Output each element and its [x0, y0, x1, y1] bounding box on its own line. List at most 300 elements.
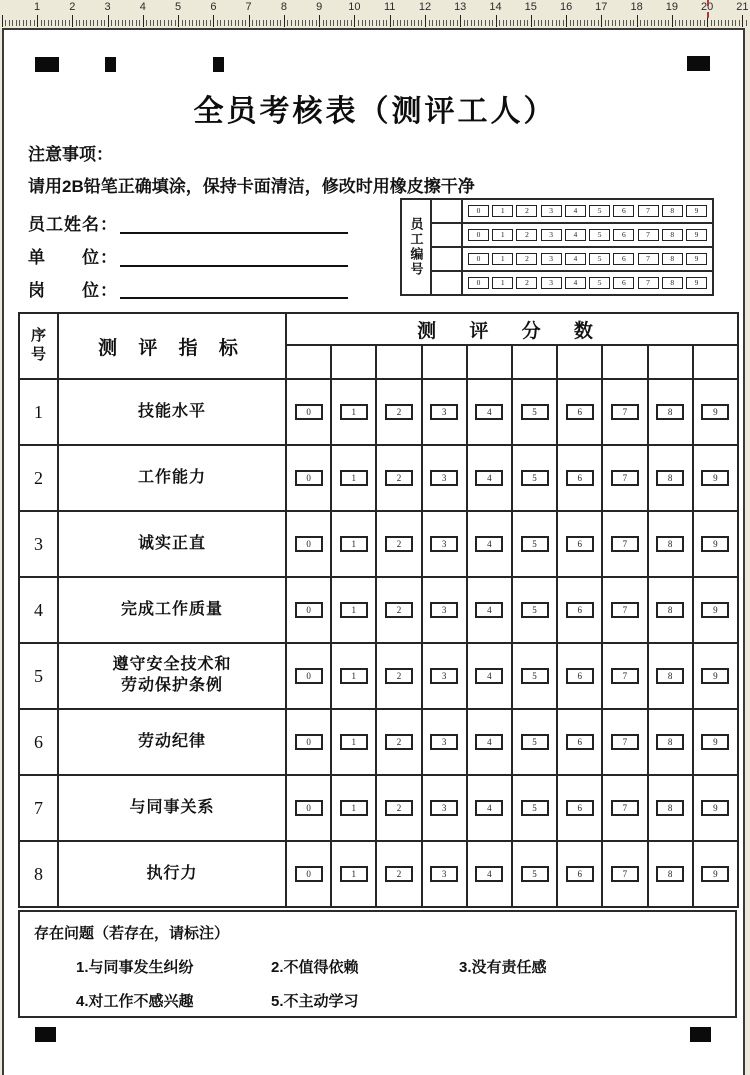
ruler-minor-tick: [668, 20, 669, 26]
id-bubble-8[interactable]: 8: [662, 205, 683, 217]
score-bubble-2[interactable]: 2: [385, 404, 413, 420]
ruler-minor-tick: [457, 20, 458, 26]
score-bubble-6[interactable]: 6: [566, 668, 594, 684]
employee-id-write-cell[interactable]: [431, 247, 462, 271]
ruler-minor-tick: [700, 20, 701, 26]
score-bubble-5[interactable]: 5: [521, 404, 549, 420]
ruler-minor-tick: [30, 20, 31, 26]
score-bubble-6[interactable]: 6: [566, 404, 594, 420]
score-bubble-7[interactable]: 7: [611, 536, 639, 552]
ruler-minor-tick: [277, 20, 278, 26]
indicator-row-6: [19, 709, 738, 775]
score-bubble-9[interactable]: 9: [701, 866, 729, 882]
score-cell: [602, 841, 647, 907]
score-cell: [557, 775, 602, 841]
employee-id-bubble-cell: [462, 223, 713, 247]
score-cell: [376, 643, 421, 709]
score-bubble-3[interactable]: 3: [430, 470, 458, 486]
problem-item-1: 1.与同事发生纠纷: [76, 959, 194, 976]
ruler-minor-tick: [220, 20, 221, 26]
ruler-minor-tick: [48, 20, 49, 26]
ruler-minor-tick: [23, 20, 24, 26]
score-cell: [286, 709, 331, 775]
score-bubble-5[interactable]: 5: [521, 800, 549, 816]
id-bubble-5[interactable]: 5: [589, 205, 610, 217]
ruler-minor-tick: [340, 20, 341, 26]
score-bubble-9[interactable]: 9: [701, 602, 729, 618]
score-bubble-6[interactable]: 6: [566, 866, 594, 882]
ruler-minor-tick: [654, 20, 655, 26]
employee-id-grid-label: 员工编号: [401, 199, 431, 295]
ruler-number: 2: [69, 1, 76, 13]
ruler-minor-tick: [407, 20, 408, 26]
id-bubble-9[interactable]: 9: [686, 205, 707, 217]
score-bubble-9[interactable]: 9: [701, 470, 729, 486]
score-bubble-9[interactable]: 9: [701, 734, 729, 750]
evaluation-table: [18, 312, 739, 908]
ruler-minor-tick: [358, 20, 359, 26]
id-bubble-3[interactable]: 3: [541, 229, 562, 241]
id-bubble-0[interactable]: 0: [468, 253, 489, 265]
id-bubble-8[interactable]: 8: [662, 229, 683, 241]
id-bubble-0[interactable]: 0: [468, 229, 489, 241]
id-bubble-9[interactable]: 9: [686, 277, 707, 289]
score-bubble-5[interactable]: 5: [521, 470, 549, 486]
score-bubble-3[interactable]: 3: [430, 536, 458, 552]
score-cell: [602, 709, 647, 775]
notice-label: 注意事项：: [28, 145, 113, 164]
ruler-major-tick: [249, 15, 250, 27]
id-bubble-3[interactable]: 3: [541, 205, 562, 217]
score-cell: [467, 709, 512, 775]
ruler-minor-tick: [594, 20, 595, 26]
col-header-score: 测 评 分 数: [286, 313, 738, 345]
score-bubble-9[interactable]: 9: [701, 536, 729, 552]
score-cell: [512, 445, 557, 511]
ruler-number: 20: [700, 1, 714, 13]
ruler-minor-tick: [344, 20, 345, 26]
score-bubble-8[interactable]: 8: [656, 404, 684, 420]
position-input-line[interactable]: [120, 297, 348, 299]
score-bubble-5[interactable]: 5: [521, 536, 549, 552]
score-bubble-3[interactable]: 3: [430, 734, 458, 750]
score-cell: [376, 709, 421, 775]
score-cell: [557, 841, 602, 907]
ruler-minor-tick: [330, 20, 331, 26]
ruler-minor-tick: [259, 20, 260, 26]
ruler-minor-tick: [146, 20, 147, 26]
ruler-minor-tick: [704, 20, 705, 26]
id-bubble-0[interactable]: 0: [468, 205, 489, 217]
score-bubble-4[interactable]: 4: [475, 866, 503, 882]
ruler-major-tick: [319, 15, 320, 27]
ruler-number: 5: [175, 1, 182, 13]
score-bubble-0[interactable]: 0: [295, 668, 323, 684]
ruler-minor-tick: [690, 20, 691, 26]
id-bubble-2[interactable]: 2: [516, 253, 537, 265]
ruler-minor-tick: [51, 20, 52, 26]
score-bubble-1[interactable]: 1: [340, 734, 368, 750]
ruler-minor-tick: [139, 20, 140, 26]
score-bubble-7[interactable]: 7: [611, 734, 639, 750]
score-bubble-1[interactable]: 1: [340, 800, 368, 816]
ruler-minor-tick: [291, 20, 292, 26]
form-title: 全员考核表（测评工人）: [193, 95, 557, 128]
ruler-minor-tick: [400, 20, 401, 26]
score-bubble-4[interactable]: 4: [475, 800, 503, 816]
score-cell: [512, 709, 557, 775]
score-bubble-1[interactable]: 1: [340, 866, 368, 882]
ruler-minor-tick: [298, 20, 299, 26]
score-cell: [512, 511, 557, 577]
ruler-number: 16: [559, 1, 573, 13]
ruler-number: 14: [489, 1, 502, 13]
score-bubble-7[interactable]: 7: [611, 800, 639, 816]
ruler-minor-tick: [129, 20, 130, 26]
score-bubble-9[interactable]: 9: [701, 800, 729, 816]
score-cell: [512, 841, 557, 907]
score-cell: [467, 643, 512, 709]
ruler-minor-tick: [474, 20, 475, 26]
id-bubble-7[interactable]: 7: [638, 253, 659, 265]
score-bubble-3[interactable]: 3: [430, 800, 458, 816]
ruler-minor-tick: [196, 20, 197, 26]
ruler-minor-tick: [580, 20, 581, 26]
registration-mark-top-right: [687, 56, 710, 71]
ruler-minor-tick: [658, 20, 659, 26]
ruler-major-tick: [742, 15, 743, 27]
registration-mark-bottom-right: [690, 1027, 711, 1042]
ruler-minor-tick: [630, 20, 631, 26]
ruler-minor-tick: [499, 20, 500, 26]
problem-item-2: 2.不值得依赖: [271, 959, 359, 976]
score-bubble-4[interactable]: 4: [475, 536, 503, 552]
id-bubble-6[interactable]: 6: [613, 277, 634, 289]
id-bubble-5[interactable]: 5: [589, 277, 610, 289]
score-cell: [512, 379, 557, 445]
ruler-minor-tick: [711, 20, 712, 26]
ruler-minor-tick: [615, 20, 616, 26]
ruler-minor-tick: [527, 20, 528, 26]
score-bubble-8[interactable]: 8: [656, 800, 684, 816]
id-bubble-4[interactable]: 4: [565, 277, 586, 289]
ruler-minor-tick: [12, 20, 13, 26]
score-cell: [648, 775, 693, 841]
ruler-minor-tick: [467, 20, 468, 26]
score-bubble-8[interactable]: 8: [656, 734, 684, 750]
score-bubble-4[interactable]: 4: [475, 734, 503, 750]
score-bubble-3[interactable]: 3: [430, 866, 458, 882]
ruler-minor-tick: [266, 20, 267, 26]
registration-mark-top-left: [35, 57, 59, 72]
ruler-number: 3: [104, 1, 111, 13]
row-number: 3: [19, 511, 58, 577]
ruler-minor-tick: [517, 20, 518, 26]
score-bubble-0[interactable]: 0: [295, 536, 323, 552]
ruler-major-tick: [2, 15, 3, 27]
score-bubble-2[interactable]: 2: [385, 866, 413, 882]
score-bubble-1[interactable]: 1: [340, 536, 368, 552]
score-bubble-1[interactable]: 1: [340, 404, 368, 420]
score-bubble-7[interactable]: 7: [611, 470, 639, 486]
ruler-minor-tick: [725, 20, 726, 26]
ruler-minor-tick: [443, 20, 444, 26]
id-bubble-3[interactable]: 3: [541, 253, 562, 265]
ruler-major-tick: [601, 15, 602, 27]
score-cell: [376, 841, 421, 907]
score-bubble-7[interactable]: 7: [611, 668, 639, 684]
ruler-minor-tick: [192, 20, 193, 26]
score-bubble-9[interactable]: 9: [701, 404, 729, 420]
id-bubble-4[interactable]: 4: [565, 229, 586, 241]
score-bubble-0[interactable]: 0: [295, 734, 323, 750]
score-bubble-3[interactable]: 3: [430, 668, 458, 684]
ruler-minor-tick: [224, 20, 225, 26]
id-bubble-6[interactable]: 6: [613, 253, 634, 265]
employee-id-row-2: [401, 223, 713, 247]
ruler-minor-tick: [453, 20, 454, 26]
score-bubble-2[interactable]: 2: [385, 470, 413, 486]
problems-box: [18, 910, 737, 1018]
ruler-major-tick: [284, 15, 285, 27]
score-bubble-8[interactable]: 8: [656, 668, 684, 684]
score-bubble-7[interactable]: 7: [611, 404, 639, 420]
ruler-minor-tick: [231, 20, 232, 26]
id-bubble-2[interactable]: 2: [516, 205, 537, 217]
indicator-label: 工作能力: [58, 445, 286, 511]
id-bubble-1[interactable]: 1: [492, 205, 513, 217]
id-bubble-5[interactable]: 5: [589, 229, 610, 241]
unit-input-line[interactable]: [120, 265, 348, 267]
id-bubble-4[interactable]: 4: [565, 205, 586, 217]
ruler-minor-tick: [563, 20, 564, 26]
ruler-minor-tick: [584, 20, 585, 26]
score-cell: [602, 775, 647, 841]
row-number: 1: [19, 379, 58, 445]
employee-id-write-cell[interactable]: [431, 223, 462, 247]
score-bubble-8[interactable]: 8: [656, 866, 684, 882]
score-bubble-0[interactable]: 0: [295, 866, 323, 882]
ruler-minor-tick: [217, 20, 218, 26]
col-header-indicator: 测 评 指 标: [58, 313, 286, 379]
col-header-number: 序号: [19, 313, 58, 379]
score-bubble-4[interactable]: 4: [475, 470, 503, 486]
ruler-minor-tick: [210, 20, 211, 26]
id-bubble-7[interactable]: 7: [638, 229, 659, 241]
ruler-minor-tick: [559, 20, 560, 26]
score-cell: [376, 379, 421, 445]
ruler-number: 21: [736, 1, 749, 13]
score-bubble-5[interactable]: 5: [521, 668, 549, 684]
id-bubble-6[interactable]: 6: [613, 205, 634, 217]
ruler-minor-tick: [362, 20, 363, 26]
score-bubble-0[interactable]: 0: [295, 404, 323, 420]
score-bubble-7[interactable]: 7: [611, 602, 639, 618]
table-header-row: [19, 313, 738, 345]
score-cell: [693, 775, 738, 841]
ruler-minor-tick: [647, 20, 648, 26]
id-bubble-1[interactable]: 1: [492, 229, 513, 241]
id-bubble-6[interactable]: 6: [613, 229, 634, 241]
score-bubble-4[interactable]: 4: [475, 602, 503, 618]
id-bubble-5[interactable]: 5: [589, 253, 610, 265]
employee-id-row-3: [401, 247, 713, 271]
score-bubble-5[interactable]: 5: [521, 602, 549, 618]
score-cell: [422, 379, 467, 445]
score-cell: [693, 511, 738, 577]
ruler-number: 11: [383, 1, 396, 13]
score-cell: [286, 841, 331, 907]
ruler-minor-tick: [323, 20, 324, 26]
ruler-minor-tick: [541, 20, 542, 26]
ruler-minor-tick: [503, 20, 504, 26]
score-bubble-3[interactable]: 3: [430, 602, 458, 618]
row-number: 2: [19, 445, 58, 511]
ruler-minor-tick: [69, 20, 70, 26]
score-cell: [693, 643, 738, 709]
employee-id-bubble-row: [463, 229, 712, 241]
score-bubble-2[interactable]: 2: [385, 668, 413, 684]
score-bubble-8[interactable]: 8: [656, 602, 684, 618]
score-bubble-2[interactable]: 2: [385, 602, 413, 618]
ruler-minor-tick: [302, 20, 303, 26]
score-cell: [422, 841, 467, 907]
id-bubble-0[interactable]: 0: [468, 277, 489, 289]
row-number: 7: [19, 775, 58, 841]
ruler-minor-tick: [640, 20, 641, 26]
ruler-minor-tick: [118, 20, 119, 26]
score-cell: [331, 445, 376, 511]
score-bubble-5[interactable]: 5: [521, 734, 549, 750]
notice-text: 请用2B铅笔正确填涂，保持卡面清洁，修改时用橡皮擦干净: [28, 177, 475, 196]
ruler-minor-tick: [242, 20, 243, 26]
score-bubble-4[interactable]: 4: [475, 404, 503, 420]
score-bubble-6[interactable]: 6: [566, 470, 594, 486]
score-bubble-6[interactable]: 6: [566, 734, 594, 750]
id-bubble-8[interactable]: 8: [662, 277, 683, 289]
ruler-minor-tick: [83, 20, 84, 26]
score-bubble-5[interactable]: 5: [521, 866, 549, 882]
employee-id-write-cell[interactable]: [431, 271, 462, 295]
score-cell: [648, 379, 693, 445]
score-bubble-1[interactable]: 1: [340, 602, 368, 618]
ruler-minor-tick: [464, 20, 465, 26]
score-cell: [331, 379, 376, 445]
ruler-number: 4: [139, 1, 146, 13]
indicator-row-5: [19, 643, 738, 709]
score-bubble-7[interactable]: 7: [611, 866, 639, 882]
score-bubble-2[interactable]: 2: [385, 734, 413, 750]
score-bubble-0[interactable]: 0: [295, 470, 323, 486]
id-bubble-2[interactable]: 2: [516, 229, 537, 241]
score-bubble-6[interactable]: 6: [566, 602, 594, 618]
score-cell: [376, 511, 421, 577]
problem-item-3: 3.没有责任感: [459, 959, 547, 976]
score-bubble-6[interactable]: 6: [566, 800, 594, 816]
score-bubble-3[interactable]: 3: [430, 404, 458, 420]
employee-id-bubble-row: [463, 253, 712, 265]
id-bubble-1[interactable]: 1: [492, 277, 513, 289]
ruler-major-tick: [460, 15, 461, 27]
id-bubble-7[interactable]: 7: [638, 205, 659, 217]
ruler-minor-tick: [379, 20, 380, 26]
ruler-minor-tick: [369, 20, 370, 26]
ruler-minor-tick: [16, 20, 17, 26]
ruler-minor-tick: [90, 20, 91, 26]
indicator-row-1: [19, 379, 738, 445]
ruler-minor-tick: [418, 20, 419, 26]
indicator-label: 劳动纪律: [58, 709, 286, 775]
ruler-minor-tick: [414, 20, 415, 26]
employee-id-bubble-row: [463, 205, 712, 217]
ruler-number: 7: [245, 1, 252, 13]
score-bubble-1[interactable]: 1: [340, 470, 368, 486]
ruler-number: 18: [630, 1, 643, 13]
score-cell: [467, 775, 512, 841]
ruler-number: 6: [210, 1, 217, 13]
score-bubble-9[interactable]: 9: [701, 668, 729, 684]
ruler-minor-tick: [651, 20, 652, 26]
problems-row-1: [34, 956, 721, 977]
ruler-minor-tick: [718, 20, 719, 26]
ruler-minor-tick: [199, 20, 200, 26]
ruler-minor-tick: [111, 20, 112, 26]
ruler-minor-tick: [665, 20, 666, 26]
ruler-minor-tick: [19, 20, 20, 26]
score-bubble-0[interactable]: 0: [295, 800, 323, 816]
ruler-minor-tick: [280, 20, 281, 26]
ruler-minor-tick: [273, 20, 274, 26]
id-bubble-9[interactable]: 9: [686, 253, 707, 265]
score-cell: [693, 841, 738, 907]
score-cell: [602, 511, 647, 577]
ruler-minor-tick: [270, 20, 271, 26]
score-bubble-4[interactable]: 4: [475, 668, 503, 684]
ruler-minor-tick: [714, 20, 715, 26]
ruler-minor-tick: [372, 20, 373, 26]
score-bubble-1[interactable]: 1: [340, 668, 368, 684]
employee-id-write-cell[interactable]: [431, 199, 462, 223]
ruler-minor-tick: [157, 20, 158, 26]
problems-row-2: [34, 990, 721, 1011]
employee-id-grid: [400, 198, 714, 296]
ruler-major-tick: [425, 15, 426, 27]
employee-id-bubble-cell: [462, 271, 713, 295]
employee-name-input-line[interactable]: [120, 232, 348, 234]
ruler-minor-tick: [506, 20, 507, 26]
id-bubble-7[interactable]: 7: [638, 277, 659, 289]
score-bubble-0[interactable]: 0: [295, 602, 323, 618]
score-bubble-8[interactable]: 8: [656, 536, 684, 552]
score-bubble-6[interactable]: 6: [566, 536, 594, 552]
score-bubble-2[interactable]: 2: [385, 800, 413, 816]
id-bubble-9[interactable]: 9: [686, 229, 707, 241]
id-bubble-2[interactable]: 2: [516, 277, 537, 289]
score-bubble-2[interactable]: 2: [385, 536, 413, 552]
score-cell: [286, 775, 331, 841]
score-cell: [648, 841, 693, 907]
score-cell: [467, 445, 512, 511]
ruler-minor-tick: [697, 20, 698, 26]
id-bubble-4[interactable]: 4: [565, 253, 586, 265]
ruler-minor-tick: [386, 20, 387, 26]
row-number: 4: [19, 577, 58, 643]
score-bubble-8[interactable]: 8: [656, 470, 684, 486]
id-bubble-8[interactable]: 8: [662, 253, 683, 265]
id-bubble-1[interactable]: 1: [492, 253, 513, 265]
id-bubble-3[interactable]: 3: [541, 277, 562, 289]
ruler-minor-tick: [203, 20, 204, 26]
